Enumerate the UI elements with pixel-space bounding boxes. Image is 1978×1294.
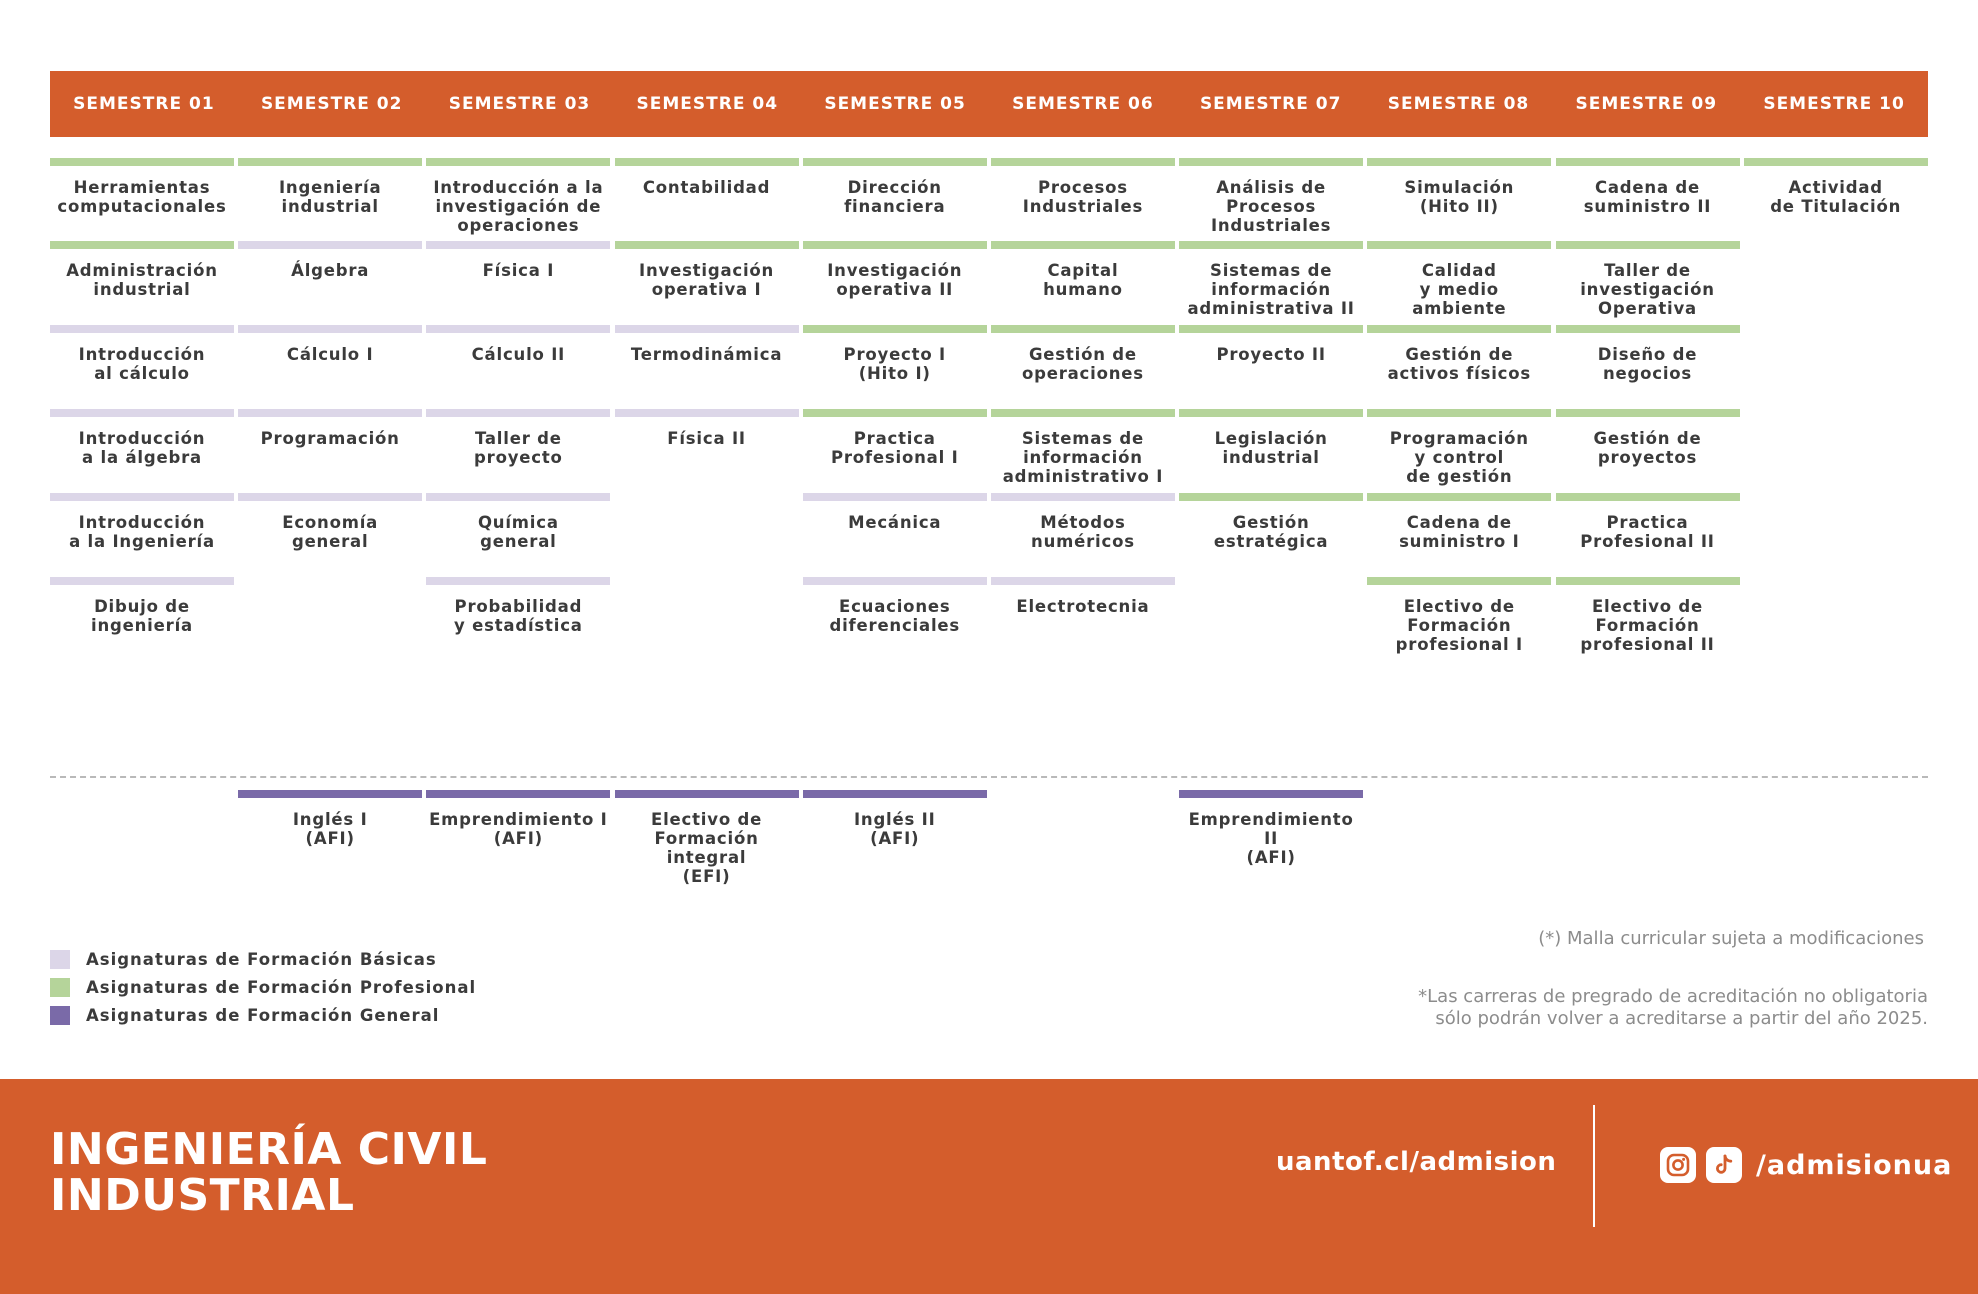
course-cell	[991, 409, 1175, 485]
section-divider	[50, 776, 1928, 778]
course-type-bar	[991, 493, 1175, 501]
course-name: Legislación industrial	[1214, 429, 1328, 467]
course-name: Química general	[477, 513, 559, 551]
course-type-bar	[1179, 409, 1363, 417]
course-type-bar	[426, 493, 610, 501]
course-cell	[50, 325, 234, 401]
course-name: Sistemas de información administrativa II	[1187, 261, 1355, 318]
course-type-bar	[238, 158, 422, 166]
tiktok-icon[interactable]	[1706, 1147, 1742, 1183]
course-name: Proyecto I (Hito I)	[843, 345, 946, 383]
general-column-9	[1556, 790, 1740, 886]
course-name: Taller de proyecto	[474, 429, 563, 467]
course-type-bar	[1556, 409, 1740, 417]
course-cell	[803, 409, 987, 485]
course-type-bar	[426, 241, 610, 249]
course-name: Álgebra	[291, 261, 370, 280]
semester-header-1: SEMESTRE 01	[73, 94, 215, 114]
course-type-bar	[991, 577, 1175, 585]
semester-header-4: SEMESTRE 04	[636, 94, 779, 114]
course-cell	[426, 241, 610, 317]
course-name: Introducción a la álgebra	[78, 429, 206, 467]
course-cell	[1179, 241, 1363, 317]
course-type-bar	[1179, 158, 1363, 166]
course-name: Gestión de activos físicos	[1387, 345, 1531, 383]
legend	[50, 950, 476, 1034]
course-name: Cadena de suministro I	[1399, 513, 1520, 551]
course-name: Termodinámica	[630, 345, 783, 364]
semester-header-3: SEMESTRE 03	[448, 94, 591, 114]
course-type-bar	[50, 158, 234, 166]
course-name: Investigación operativa I	[639, 261, 775, 299]
course-type-bar	[426, 325, 610, 333]
course-cell	[803, 493, 987, 569]
legend-swatch	[50, 950, 70, 969]
course-cell	[1367, 158, 1551, 234]
course-type-bar	[803, 325, 987, 333]
course-cell	[615, 409, 799, 485]
course-cell	[426, 409, 610, 485]
course-type-bar	[1179, 241, 1363, 249]
course-type-bar	[615, 325, 799, 333]
course-type-bar	[1179, 493, 1363, 501]
course-name: Dirección financiera	[844, 178, 946, 216]
semester-header-2: SEMESTRE 02	[260, 94, 403, 114]
course-type-bar	[238, 790, 422, 798]
course-cell	[1556, 241, 1740, 317]
course-name: Electivo de Formación profesional I	[1395, 597, 1523, 654]
course-cell	[50, 158, 234, 234]
course-name: Simulación (Hito II)	[1404, 178, 1515, 216]
social-handle[interactable]: /admisionua	[1756, 1149, 1953, 1181]
course-cell	[1367, 325, 1551, 401]
course-cell	[1556, 158, 1740, 234]
course-cell	[426, 493, 610, 569]
course-type-bar	[1367, 241, 1551, 249]
course-type-bar	[803, 493, 987, 501]
legend-swatch	[50, 978, 70, 997]
course-type-bar	[1556, 241, 1740, 249]
course-cell	[803, 158, 987, 234]
course-name: Gestión estratégica	[1213, 513, 1329, 551]
course-type-bar	[1556, 577, 1740, 585]
course-cell	[50, 409, 234, 485]
curriculum-note: (*) Malla curricular sujeta a modificaciones	[1538, 928, 1924, 949]
course-cell	[50, 241, 234, 317]
semester-header	[50, 71, 1928, 137]
course-name: Administración industrial	[66, 261, 218, 299]
course-cell	[238, 409, 422, 485]
legend-item	[50, 1006, 476, 1025]
course-name: Practica Profesional I	[830, 429, 959, 467]
course-name: Introducción a la Ingeniería	[69, 513, 215, 551]
course-cell	[803, 325, 987, 401]
general-column-8	[1367, 790, 1551, 886]
course-name: Análisis de Procesos Industriales	[1210, 178, 1332, 235]
course-cell	[1179, 158, 1363, 234]
general-column-10	[1744, 790, 1928, 886]
course-cell	[238, 493, 422, 569]
course-cell	[1179, 325, 1363, 401]
course-cell	[426, 577, 610, 653]
general-column-1	[50, 790, 234, 886]
course-type-bar	[615, 241, 799, 249]
general-formation-row	[50, 790, 1928, 886]
course-type-bar	[1179, 790, 1363, 798]
course-name: Mecánica	[848, 513, 942, 532]
course-cell	[991, 158, 1175, 234]
course-name: Diseño de negocios	[1597, 345, 1698, 383]
course-type-bar	[1367, 325, 1551, 333]
course-type-bar	[238, 241, 422, 249]
course-name: Investigación operativa II	[827, 261, 963, 299]
course-cell	[615, 241, 799, 317]
course-cell	[238, 158, 422, 234]
course-type-bar	[803, 409, 987, 417]
legend-item	[50, 978, 476, 997]
general-column-7	[1179, 790, 1363, 886]
course-cell	[615, 158, 799, 234]
course-cell	[50, 493, 234, 569]
course-name: Cálculo I	[286, 345, 374, 364]
course-type-bar	[1556, 493, 1740, 501]
course-type-bar	[615, 790, 799, 798]
course-cell	[1556, 409, 1740, 485]
semester-header-10: SEMESTRE 10	[1763, 94, 1905, 114]
course-cell	[1367, 241, 1551, 317]
course-cell	[991, 325, 1175, 401]
course-name: Taller de investigación Operativa	[1580, 261, 1715, 318]
semester-header-7: SEMESTRE 07	[1199, 94, 1342, 114]
course-name: Introducción a la investigación de operaciones	[433, 178, 604, 235]
course-cell	[50, 577, 234, 653]
course-type-bar	[1367, 493, 1551, 501]
general-column-4	[615, 790, 799, 886]
course-name: Capital humano	[1043, 261, 1123, 299]
course-name: Física I	[482, 261, 555, 280]
course-name: Actividad de Titulación	[1770, 178, 1902, 216]
course-type-bar	[50, 241, 234, 249]
course-type-bar	[803, 241, 987, 249]
course-name: Economía general	[282, 513, 379, 551]
course-name: Electivo de Formación integral (EFI)	[651, 810, 763, 886]
course-cell	[1367, 493, 1551, 569]
legend-swatch	[50, 1006, 70, 1025]
course-name: Proyecto II	[1216, 345, 1326, 364]
course-type-bar	[1556, 158, 1740, 166]
course-type-bar	[803, 577, 987, 585]
course-type-bar	[1556, 325, 1740, 333]
semester-header-8: SEMESTRE 08	[1387, 94, 1530, 114]
course-name: Emprendimiento I (AFI)	[429, 810, 608, 848]
course-cell	[1556, 493, 1740, 569]
general-column-2	[238, 790, 422, 886]
course-cell	[991, 241, 1175, 317]
course-type-bar	[1367, 409, 1551, 417]
course-cell	[1744, 158, 1928, 234]
course-type-bar	[1179, 325, 1363, 333]
course-name: Sistemas de información administrativo I	[1002, 429, 1164, 486]
course-type-bar	[238, 325, 422, 333]
course-name: Introducción al cálculo	[78, 345, 206, 383]
course-type-bar	[1744, 158, 1928, 166]
general-column-3	[426, 790, 610, 886]
course-name: Cálculo II	[471, 345, 566, 364]
course-cell	[991, 577, 1175, 653]
course-type-bar	[1367, 158, 1551, 166]
course-cell	[1179, 409, 1363, 485]
general-column-5	[803, 790, 987, 886]
course-cell	[803, 577, 987, 653]
course-type-bar	[615, 158, 799, 166]
course-type-bar	[991, 409, 1175, 417]
course-cell	[1367, 409, 1551, 485]
course-name: Dibujo de ingeniería	[91, 597, 193, 635]
course-type-bar	[803, 158, 987, 166]
course-type-bar	[50, 493, 234, 501]
course-name: Electrotecnia	[1016, 597, 1150, 616]
accreditation-note: *Las carreras de pregrado de acreditación no obligatoria sólo podrán volver a acreditarse a partir del año 2025.	[1418, 986, 1928, 1029]
course-type-bar	[238, 409, 422, 417]
course-type-bar	[426, 409, 610, 417]
course-type-bar	[50, 409, 234, 417]
course-cell	[426, 325, 610, 401]
course-type-bar	[1367, 577, 1551, 585]
course-cell	[1179, 493, 1363, 569]
course-type-bar	[426, 790, 610, 798]
course-type-bar	[803, 790, 987, 798]
course-cell	[238, 325, 422, 401]
course-name: Ingeniería industrial	[278, 178, 382, 216]
course-name: Métodos numéricos	[1031, 513, 1135, 551]
course-name: Practica Profesional II	[1580, 513, 1715, 551]
legend-label: Asignaturas de Formación Profesional	[86, 978, 477, 997]
course-name: Física II	[667, 429, 746, 448]
course-type-bar	[426, 577, 610, 585]
course-cell	[238, 241, 422, 317]
course-type-bar	[50, 325, 234, 333]
course-name: Contabilidad	[642, 178, 771, 197]
course-name: Calidad y medio ambiente	[1412, 261, 1507, 318]
course-type-bar	[991, 325, 1175, 333]
course-cell	[1556, 577, 1740, 653]
course-cell	[1556, 325, 1740, 401]
instagram-icon[interactable]	[1660, 1147, 1696, 1183]
semester-header-6: SEMESTRE 06	[1012, 94, 1154, 114]
course-name: Electivo de Formación profesional II	[1580, 597, 1715, 654]
course-name: Programación y control de gestión	[1389, 429, 1529, 486]
course-name: Procesos Industriales	[1022, 178, 1144, 216]
course-name: Programación	[260, 429, 400, 448]
course-name: Gestión de operaciones	[1021, 345, 1144, 383]
course-type-bar	[426, 158, 610, 166]
course-type-bar	[615, 409, 799, 417]
admission-link[interactable]: uantof.cl/admision	[1276, 1147, 1557, 1177]
legend-label: Asignaturas de Formación Básicas	[86, 950, 437, 969]
course-name: Cadena de suministro II	[1583, 178, 1712, 216]
course-type-bar	[50, 577, 234, 585]
semester-header-5: SEMESTRE 05	[824, 94, 966, 114]
program-title: INGENIERÍA CIVIL INDUSTRIAL	[50, 1124, 488, 1221]
course-name: Herramientas computacionales	[57, 178, 227, 216]
course-cell	[615, 325, 799, 401]
semester-header-9: SEMESTRE 09	[1575, 94, 1718, 114]
footer	[0, 1079, 1978, 1294]
social-links	[1660, 1147, 1952, 1183]
footer-divider	[1593, 1105, 1595, 1227]
course-cell	[426, 158, 610, 234]
legend-label: Asignaturas de Formación General	[86, 1006, 440, 1025]
course-cell	[803, 241, 987, 317]
course-cell	[991, 493, 1175, 569]
course-type-bar	[238, 493, 422, 501]
course-name: Gestión de proyectos	[1593, 429, 1702, 467]
course-name: Ecuaciones diferenciales	[829, 597, 961, 635]
course-cell	[1367, 577, 1551, 653]
general-column-6	[991, 790, 1175, 886]
course-name: Emprendimiento II (AFI)	[1188, 810, 1354, 867]
course-name: Inglés II (AFI)	[853, 810, 936, 848]
course-type-bar	[991, 241, 1175, 249]
course-type-bar	[991, 158, 1175, 166]
legend-item	[50, 950, 476, 969]
course-name: Probabilidad y estadística	[454, 597, 583, 635]
course-name: Inglés I (AFI)	[292, 810, 368, 848]
